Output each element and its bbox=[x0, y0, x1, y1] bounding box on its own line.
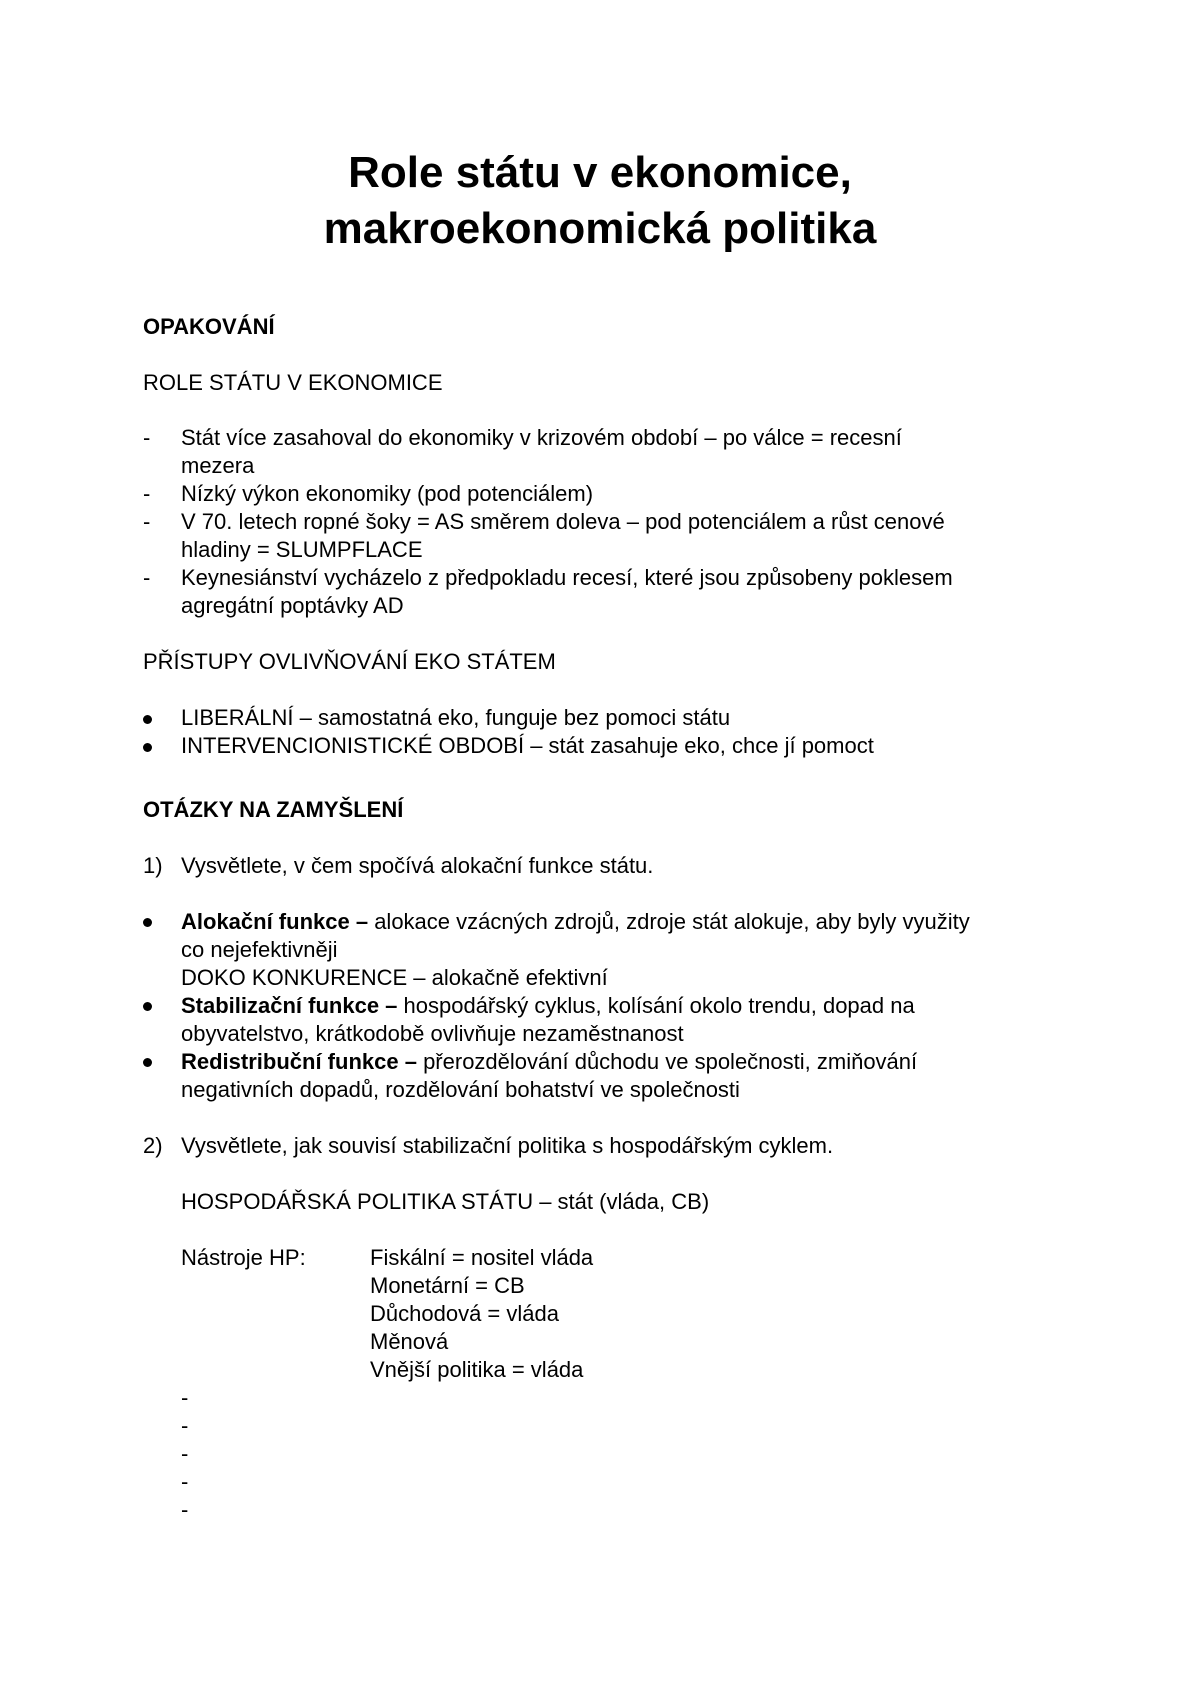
list-item-text: Keynesiánství vycházelo z předpokladu recesí, které jsou způsobeny poklesem bbox=[181, 565, 953, 590]
function-name: Alokační funkce – bbox=[181, 909, 369, 934]
list-item-text: obyvatelstvo, krátkodobě ovlivňuje nezaměstnanost bbox=[181, 1021, 684, 1046]
list-item-text bbox=[181, 908, 970, 936]
list-item-text bbox=[181, 992, 915, 1020]
list-item-text: Nízký výkon ekonomiky (pod potenciálem) bbox=[181, 481, 594, 506]
section-heading-review: OPAKOVÁNÍ bbox=[143, 314, 275, 339]
bullet-icon bbox=[143, 743, 152, 752]
list-item-text: INTERVENCIONISTICKÉ OBDOBÍ – stát zasahuje eko, chce jí pomoct bbox=[181, 733, 874, 758]
function-name: Stabilizační funkce – bbox=[181, 993, 398, 1018]
dash-marker: - bbox=[143, 481, 151, 506]
tool-item: Vnější politika = vláda bbox=[370, 1357, 584, 1382]
bullet-icon bbox=[143, 918, 152, 927]
dash-marker: - bbox=[143, 565, 151, 590]
list-item-text: co nejefektivněji bbox=[181, 937, 338, 962]
policy-line: HOSPODÁŘSKÁ POLITIKA STÁTU – stát (vláda, CB) bbox=[181, 1189, 710, 1214]
title-line-2: makroekonomická politika bbox=[323, 204, 877, 253]
question-number: 1) bbox=[143, 853, 163, 878]
tool-item: Důchodová = vláda bbox=[370, 1301, 559, 1326]
bullet-icon bbox=[143, 1002, 152, 1011]
function-desc: alokace vzácných zdrojů, zdroje stát alokuje, aby byly využity bbox=[368, 909, 970, 934]
page-title bbox=[0, 145, 1200, 257]
dash-marker: - bbox=[143, 425, 151, 450]
bullet-icon bbox=[143, 1058, 152, 1067]
dash-marker: - bbox=[181, 1441, 189, 1466]
dash-marker: - bbox=[181, 1469, 189, 1494]
function-desc: přerozdělování důchodu ve společnosti, zmiňování bbox=[416, 1049, 918, 1074]
tool-item: Fiskální = nositel vláda bbox=[370, 1245, 594, 1270]
subheading-role: ROLE STÁTU V EKONOMICE bbox=[143, 370, 443, 395]
tool-item: Měnová bbox=[370, 1329, 449, 1354]
dash-marker: - bbox=[181, 1413, 189, 1438]
section-heading-questions: OTÁZKY NA ZAMYŠLENÍ bbox=[143, 797, 404, 822]
list-item-text: LIBERÁLNÍ – samostatná eko, funguje bez pomoci státu bbox=[181, 705, 731, 730]
question-text: Vysvětlete, v čem spočívá alokační funkce státu. bbox=[181, 853, 654, 878]
dash-marker: - bbox=[143, 509, 151, 534]
tools-label: Nástroje HP: bbox=[181, 1245, 306, 1270]
question-number: 2) bbox=[143, 1133, 163, 1158]
bullet-icon bbox=[143, 715, 152, 724]
list-item-text: Stát více zasahoval do ekonomiky v krizovém období – po válce = recesní bbox=[181, 425, 902, 450]
list-item-text: agregátní poptávky AD bbox=[181, 593, 404, 618]
list-item-text: DOKO KONKURENCE – alokačně efektivní bbox=[181, 965, 608, 990]
tool-item: Monetární = CB bbox=[370, 1273, 525, 1298]
function-desc: hospodářský cyklus, kolísání okolo trendu, dopad na bbox=[397, 993, 915, 1018]
dash-marker: - bbox=[181, 1385, 189, 1410]
dash-marker: - bbox=[181, 1497, 189, 1522]
question-text: Vysvětlete, jak souvisí stabilizační politika s hospodářským cyklem. bbox=[181, 1133, 834, 1158]
list-item-text: mezera bbox=[181, 453, 255, 478]
list-item-text: V 70. letech ropné šoky = AS směrem doleva – pod potenciálem a růst cenové bbox=[181, 509, 945, 534]
function-name: Redistribuční funkce – bbox=[181, 1049, 417, 1074]
title-line-1: Role státu v ekonomice, bbox=[348, 148, 852, 197]
subheading-approaches: PŘÍSTUPY OVLIVŇOVÁNÍ EKO STÁTEM bbox=[143, 649, 556, 674]
list-item-text: negativních dopadů, rozdělování bohatství ve společnosti bbox=[181, 1077, 740, 1102]
list-item-text: hladiny = SLUMPFLACE bbox=[181, 537, 423, 562]
list-item-text bbox=[181, 1048, 917, 1076]
